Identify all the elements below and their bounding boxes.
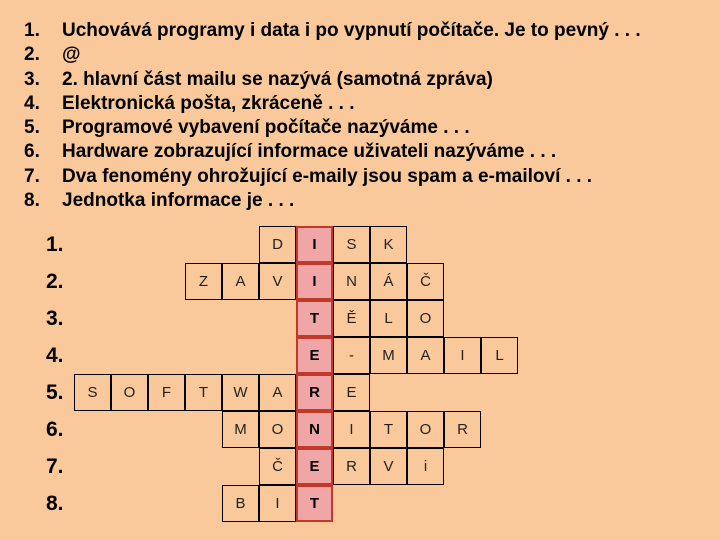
crossword-cell: D: [259, 226, 296, 263]
clue-number: 4.: [24, 92, 40, 114]
clue-item: [24, 19, 641, 43]
crossword-cell: L: [481, 337, 518, 374]
crossword-cell: O: [259, 411, 296, 448]
row-number-label: 6.: [46, 418, 64, 441]
clue-item: [24, 68, 641, 92]
crossword-cell: V: [259, 263, 296, 300]
crossword-cell: S: [74, 374, 111, 411]
crossword-cell: I: [333, 411, 370, 448]
secret-word-cell: R: [296, 374, 333, 411]
crossword-cell: M: [222, 411, 259, 448]
crossword-cell: S: [333, 226, 370, 263]
crossword-cell: M: [370, 337, 407, 374]
clue-item: [24, 140, 641, 164]
crossword-cell: I: [259, 485, 296, 522]
crossword-cell: Á: [370, 263, 407, 300]
crossword-cell: A: [222, 263, 259, 300]
clue-item: [24, 165, 641, 189]
crossword-cell: Č: [259, 448, 296, 485]
clue-text: Uchovává programy i data i po vypnutí počítače. Je to pevný . . .: [62, 20, 641, 41]
row-number-label: 2.: [46, 270, 64, 293]
clue-number: 8.: [24, 190, 40, 212]
clue-text: Programové vybavení počítače nazýváme . . .: [62, 117, 470, 139]
clue-number: 2.: [24, 44, 40, 66]
clue-item: [24, 43, 641, 67]
clue-item: [24, 92, 641, 116]
crossword-cell: R: [444, 411, 481, 448]
crossword-cell: T: [185, 374, 222, 411]
clue-text: Jednotka informace je . . .: [62, 190, 295, 212]
crossword-cell: -: [333, 337, 370, 374]
clue-text: Dva fenomény ohrožující e-maily jsou spam a e-mailoví . . .: [62, 165, 593, 187]
crossword-cell: O: [111, 374, 148, 411]
crossword-cell: E: [333, 374, 370, 411]
crossword-cell: W: [222, 374, 259, 411]
row-number-label: 7.: [46, 455, 64, 478]
row-number-label: 4.: [46, 344, 64, 367]
crossword-cell: N: [333, 263, 370, 300]
row-number-label: 1.: [46, 233, 64, 256]
clue-number: 1.: [24, 20, 40, 41]
crossword-cell: O: [407, 411, 444, 448]
clue-item: [24, 189, 641, 213]
clue-text: 2. hlavní část mailu se nazývá (samotná zpráva): [62, 68, 493, 90]
crossword-cell: A: [407, 337, 444, 374]
crossword-cell: K: [370, 226, 407, 263]
row-number-label: 3.: [46, 307, 64, 330]
crossword-cell: O: [407, 300, 444, 337]
crossword-cell: Ě: [333, 300, 370, 337]
crossword-cell: Z: [185, 263, 222, 300]
clue-number: 3.: [24, 68, 40, 90]
clue-text: Elektronická pošta, zkráceně . . .: [62, 92, 355, 114]
secret-word-cell: T: [296, 485, 333, 522]
secret-word-cell: E: [296, 337, 333, 374]
clue-number: 6.: [24, 141, 40, 163]
secret-word-cell: I: [296, 263, 333, 300]
secret-word-cell: T: [296, 300, 333, 337]
clue-text: Hardware zobrazující informace uživateli nazýváme . . .: [62, 141, 557, 163]
row-number-label: 8.: [46, 492, 64, 515]
crossword-cell: Č: [407, 263, 444, 300]
crossword-cell: I: [444, 337, 481, 374]
crossword-cell: V: [370, 448, 407, 485]
clue-list: [24, 19, 641, 213]
clue-item: [24, 116, 641, 140]
crossword-cell: A: [259, 374, 296, 411]
secret-word-cell: E: [296, 448, 333, 485]
secret-word-cell: N: [296, 411, 333, 448]
clue-number: 5.: [24, 117, 40, 139]
crossword-cell: F: [148, 374, 185, 411]
clue-number: 7.: [24, 165, 40, 187]
crossword-cell: i: [407, 448, 444, 485]
secret-word-cell: I: [296, 226, 333, 263]
crossword-cell: T: [370, 411, 407, 448]
crossword-cell: B: [222, 485, 259, 522]
clue-text: @: [62, 44, 81, 66]
crossword-cell: L: [370, 300, 407, 337]
crossword-cell: R: [333, 448, 370, 485]
row-number-label: 5.: [46, 381, 64, 404]
